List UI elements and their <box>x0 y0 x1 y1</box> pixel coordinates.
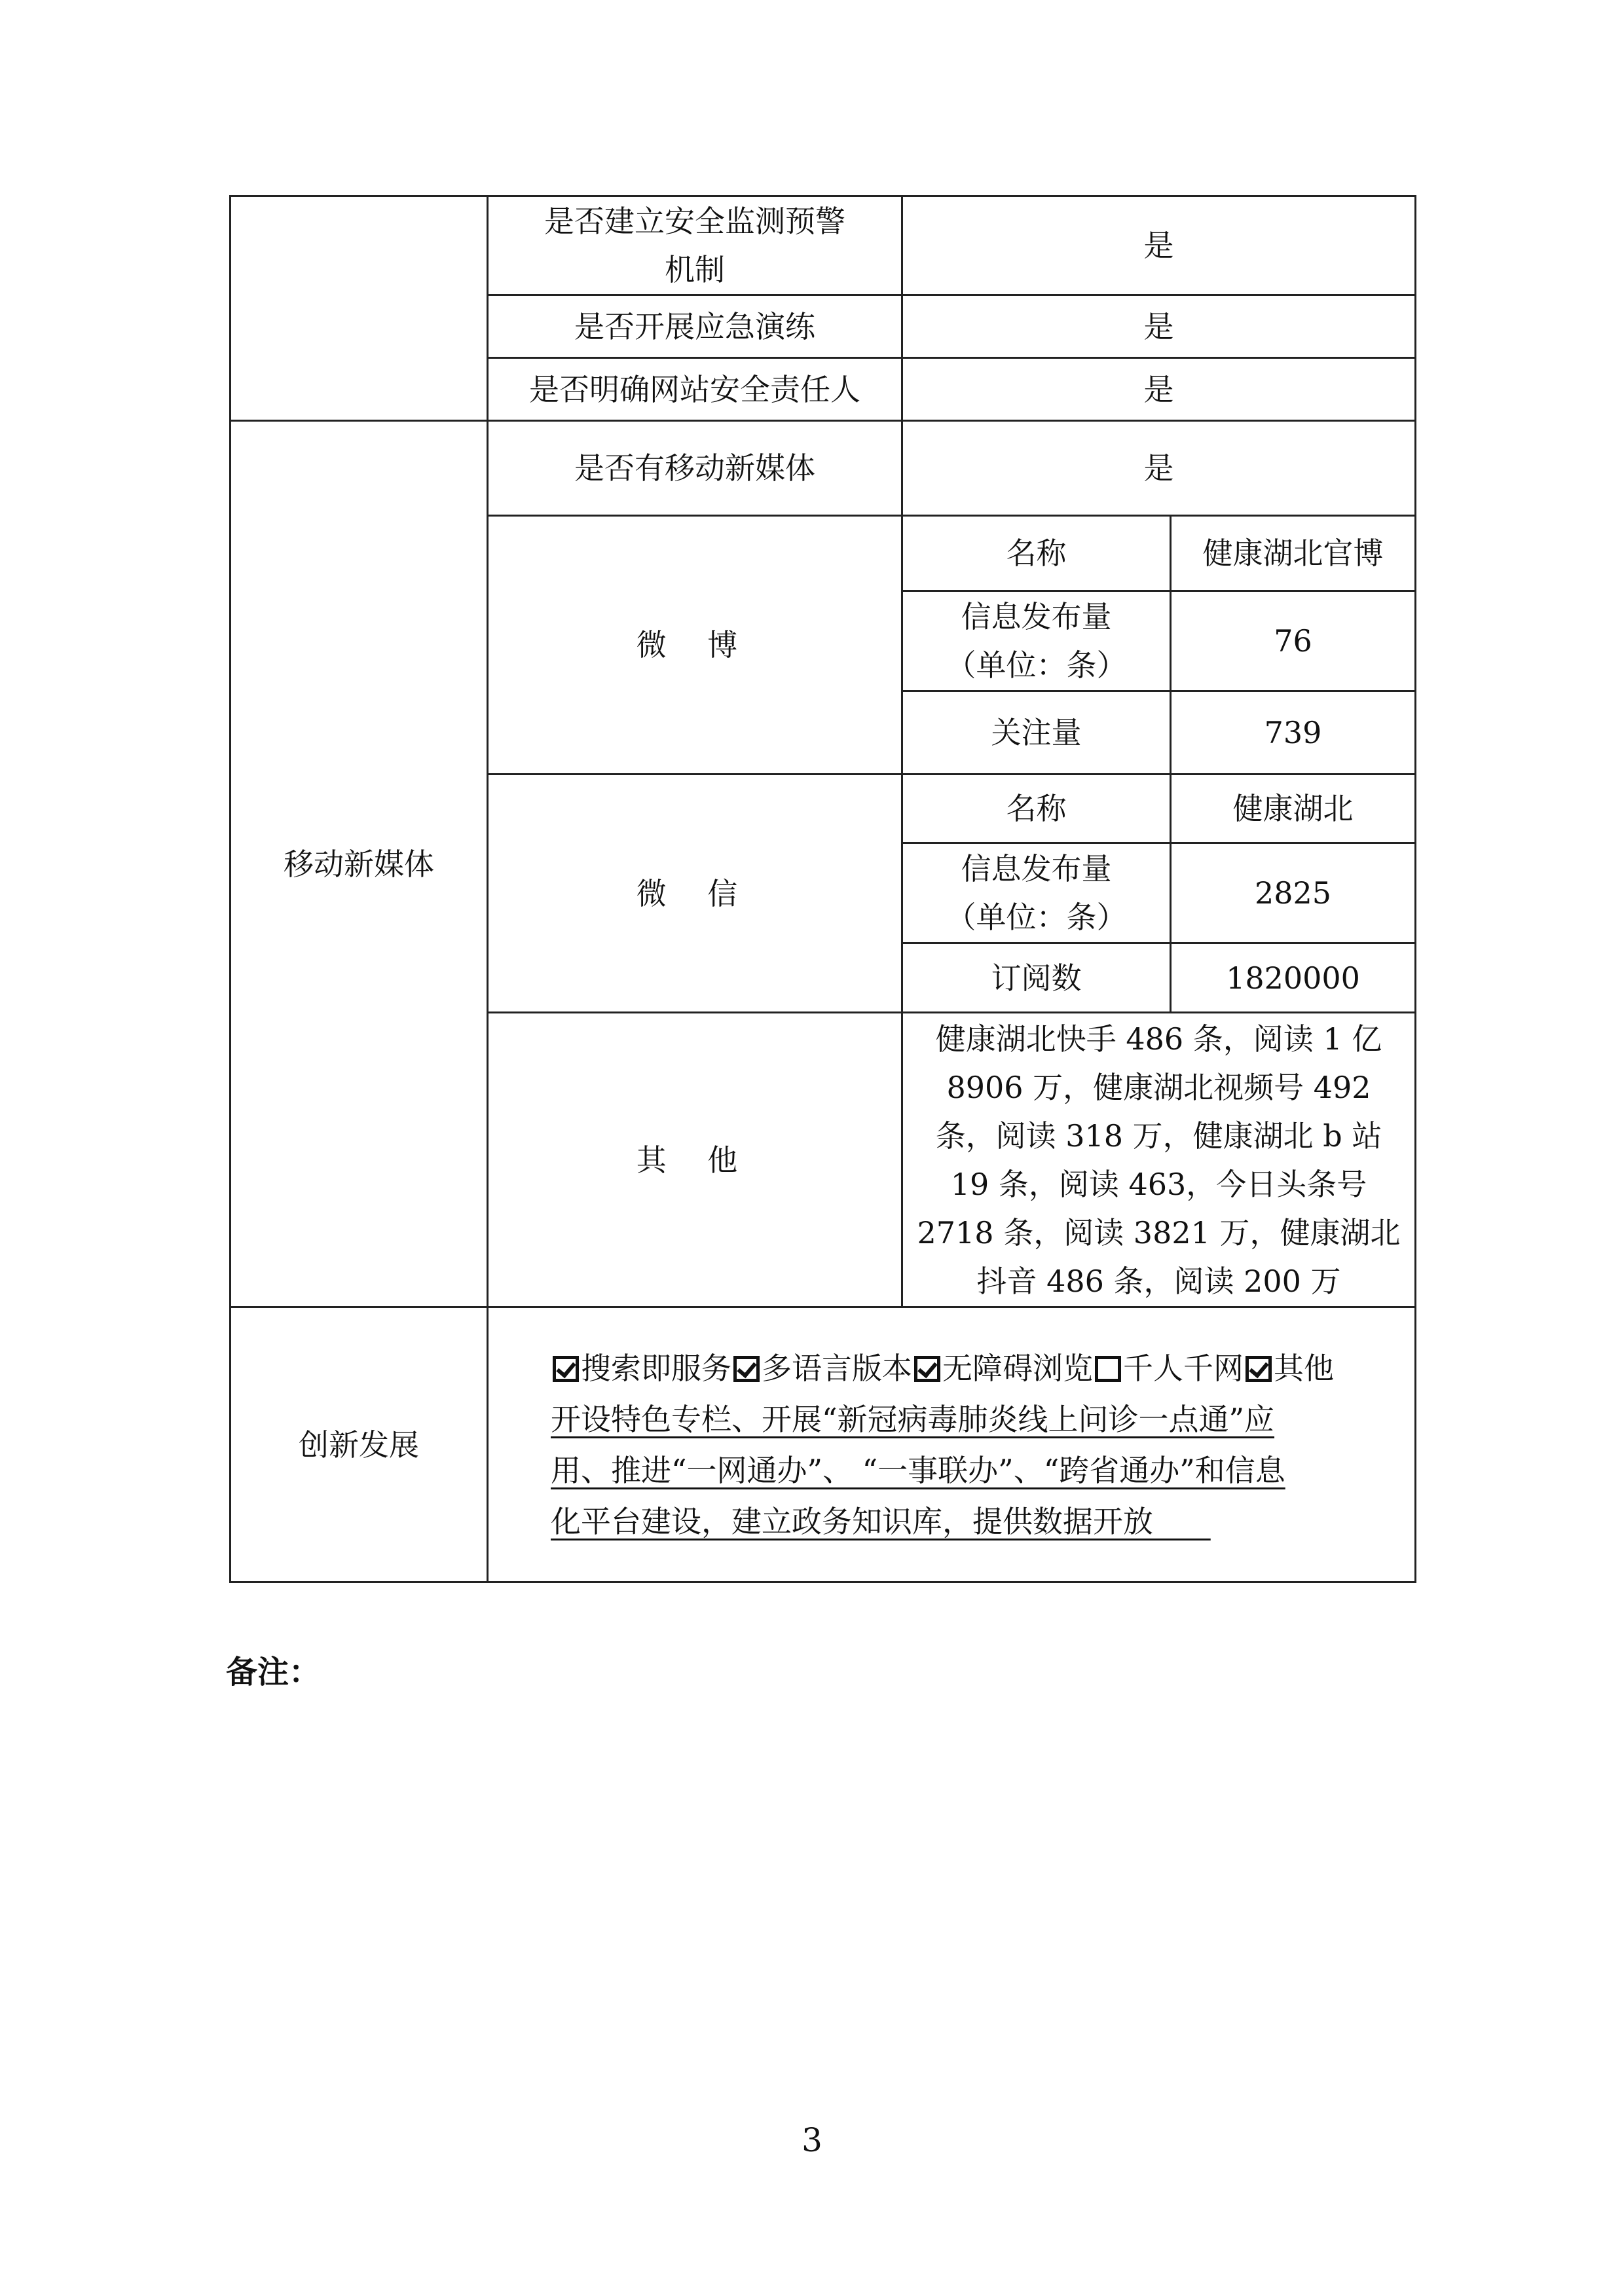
option-label: 千人千网 <box>1123 1350 1244 1386</box>
other-line: 2718 条，阅读 3821 万，健康湖北 <box>917 1214 1401 1250</box>
checkbox-checked-icon[interactable] <box>914 1356 940 1382</box>
weibo-name-label: 名称 <box>902 516 1171 591</box>
weibo-followers-label: 关注量 <box>902 691 1171 774</box>
other-line: 8906 万，健康湖北视频号 492 <box>946 1069 1371 1105</box>
wechat-label: 微 信 <box>488 774 902 1013</box>
has-mobile-label: 是否有移动新媒体 <box>488 421 902 516</box>
weibo-posts-label: 信息发布量 （单位：条） <box>902 591 1171 691</box>
wechat-name-value: 健康湖北 <box>1171 774 1416 843</box>
weibo-label: 微 博 <box>488 516 902 774</box>
security-monitoring-value: 是 <box>902 196 1416 295</box>
option-label: 其他 <box>1274 1350 1334 1386</box>
wechat-posts-label: 信息发布量 （单位：条） <box>902 843 1171 943</box>
wechat-name-label: 名称 <box>902 774 1171 843</box>
checkbox-checked-icon[interactable] <box>553 1356 579 1382</box>
security-section-cell <box>231 196 488 421</box>
option-label: 搜索即服务 <box>581 1350 731 1386</box>
checkbox-checked-icon[interactable] <box>1246 1356 1272 1382</box>
other-label: 其 他 <box>488 1013 902 1307</box>
wechat-subscribers-value: 1820000 <box>1171 943 1416 1013</box>
weibo-name-value: 健康湖北官博 <box>1171 516 1416 591</box>
other-line: 19 条，阅读 463，今日头条号 <box>950 1166 1367 1202</box>
weibo-posts-value: 76 <box>1171 591 1416 691</box>
security-monitoring-label: 是否建立安全监测预警 机制 <box>488 196 902 295</box>
option-label: 多语言版本 <box>762 1350 912 1386</box>
other-line: 健康湖北快手 486 条，阅读 1 亿 <box>935 1021 1382 1057</box>
weibo-followers-value: 739 <box>1171 691 1416 774</box>
option-label: 无障碍浏览 <box>942 1350 1093 1386</box>
remark-label: 备注： <box>226 1654 321 1690</box>
table-row <box>231 1307 1416 1582</box>
security-officer-label: 是否明确网站安全责任人 <box>488 358 902 421</box>
innovation-description: 开设特色专栏、开展“新冠病毒肺炎线上问诊一点通”应 用、推进“一网通办”、 “一事联办”、“跨省通办”和信息 化平台建设，建立政务知识库，提供数据开放 <box>551 1401 1285 1539</box>
other-line: 条，阅读 318 万，健康湖北 b 站 <box>935 1118 1382 1154</box>
innovation-options <box>551 1343 1405 1394</box>
checkbox-unchecked-icon[interactable] <box>1095 1356 1121 1382</box>
wechat-posts-value: 2825 <box>1171 843 1416 943</box>
table-row <box>231 421 1416 516</box>
report-table <box>229 195 1416 1583</box>
has-mobile-value: 是 <box>902 421 1416 516</box>
other-value <box>902 1013 1416 1307</box>
emergency-drill-value: 是 <box>902 295 1416 358</box>
innovation-label: 创新发展 <box>231 1307 488 1582</box>
checkbox-checked-icon[interactable] <box>733 1356 760 1382</box>
emergency-drill-label: 是否开展应急演练 <box>488 295 902 358</box>
mobile-section-label: 移动新媒体 <box>231 421 488 1307</box>
wechat-subscribers-label: 订阅数 <box>902 943 1171 1013</box>
page-number: 3 <box>802 2121 822 2159</box>
security-officer-value: 是 <box>902 358 1416 421</box>
other-line: 抖音 486 条，阅读 200 万 <box>976 1263 1341 1299</box>
innovation-content <box>488 1307 1416 1582</box>
table-row <box>231 196 1416 295</box>
